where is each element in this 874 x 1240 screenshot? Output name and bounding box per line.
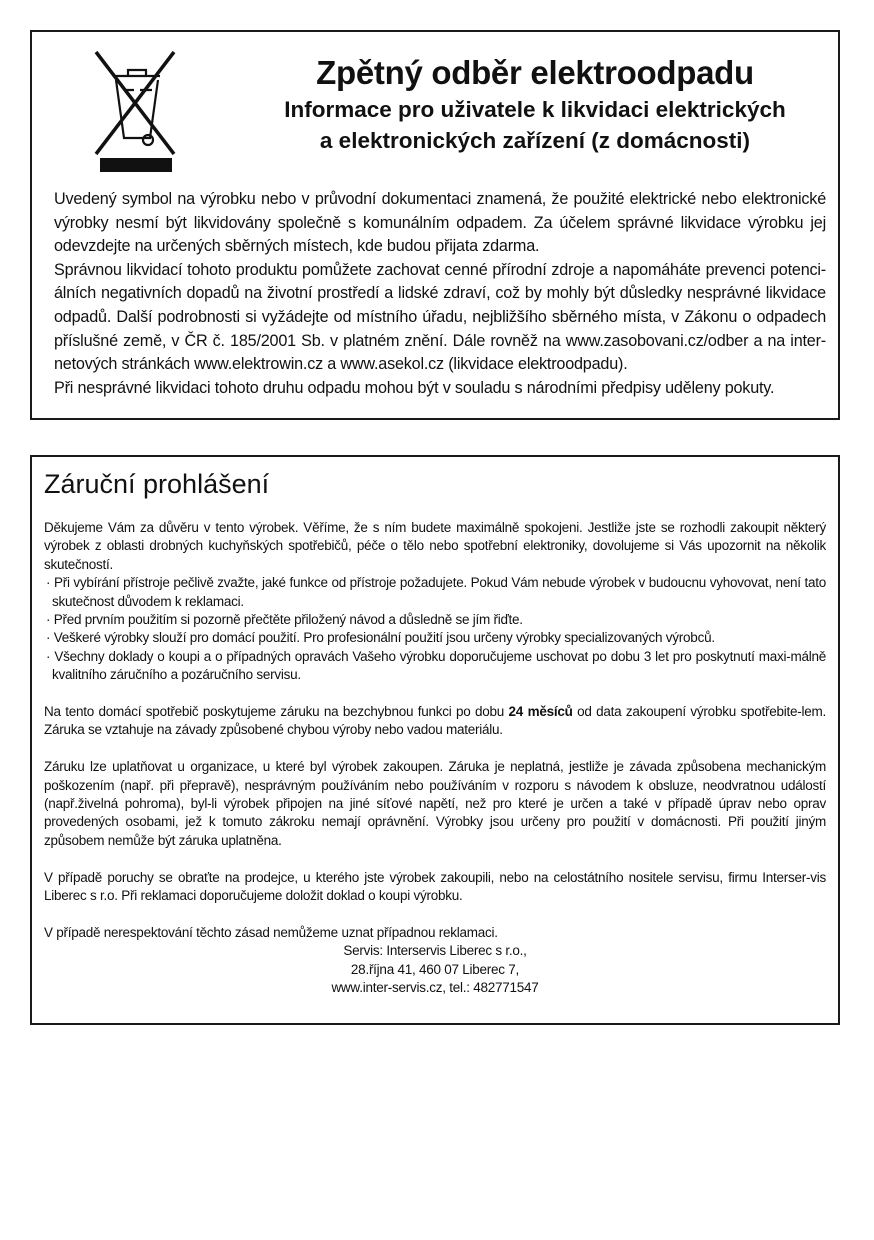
warranty-claim: Záruku lze uplatňovat u organizace, u které byl výrobek zakoupen. Záruka je neplatná, jestliže je závada způsobena mechanickým poškozením (např. při přepravě), nesprávným používáním nebo používáním v rozporu s návodem k obsluze, neodvratnou událostí (např.živelná pohroma), byl-li výrobek připojen na jiné síťové napětí, než pro které je určen a také v případě úprav nebo oprav provedených osobami, jež k tomuto zákroku nemají oprávnění. Výrobky jsou určeny pro použití v domácnosti. Při použití jiným způsobem nemůže být záruka uplatněna.	[44, 759, 826, 848]
waste-disposal-notice	[30, 30, 840, 420]
warranty-fault: V případě poruchy se obraťte na prodejce, u kterého jste výrobek zakoupili, nebo na celostátního nositele servisu, firmu Interser-vis Liberec s r.o. Při reklamaci doporučujeme doložit doklad o koupi výrobku.	[44, 869, 826, 904]
service-line1: Servis: Interservis Liberec s r.o.,	[343, 943, 527, 959]
guarantee-period: 24 měsíců	[508, 704, 573, 720]
warranty-bullet: · Všechny doklady o koupi a o případných opravách Vašeho výrobku doporučujeme uschovat po dobu 3 let pro poskytnutí maxi-málně kvalitního záručního a pozáručního servisu.	[46, 648, 826, 683]
warranty-body	[44, 519, 826, 998]
warranty-intro: Děkujeme Vám za důvěru v tento výrobek. Věříme, že s ním budete maximálně spokojeni. Jestliže jste se rozhodli zakoupit některý výrobek z oblasti drobných kuchyňských spotřebičů, péče o tělo nebo spotřební elektroniky, dovolujeme si Vás upozornit na několik skutečností.	[44, 520, 826, 572]
warranty-bullet: · Při vybírání přístroje pečlivě zvažte, jaké funkce od přístroje požadujete. Pokud Vám nebude výrobek v budoucnu vyhovovat, není tato skutečnost důvodem k reklamaci.	[46, 575, 826, 609]
waste-paragraph: Správnou likvidací tohoto produktu pomůžete zachovat cenné přírodní zdroje a napomáháte prevenci potenci-álních negativních dopadů na životní prostředí a lidské zdraví, což by mohly být důsledky nesprávné likvidace odpadů. Další podrobnosti si vyžádejte od místního úřadu, nejbližšího sběrného místa, v Zákonu o odpadech příslušné země, v ČR č. 185/2001 Sb. v platném znění. Dále rovněž na www.zasobovani.cz/odber a na inter-netových stránkách www.elektrowin.cz a www.asekol.cz (likvidace elektroodpadu).	[54, 260, 826, 374]
service-line3: www.inter-servis.cz, tel.: 482771547	[331, 980, 539, 996]
waste-paragraph: Uvedený symbol na výrobku nebo v průvodní dokumentaci znamená, že použité elektrické nebo elektronické výrobky nesmí být likvidovány společně s komunálním odpadem. Za účelem správné likvidace výrobku jej odevzdejte na určených sběrných místech, kde budou přijata zdarma.	[54, 190, 826, 256]
warranty-statement	[30, 455, 840, 1025]
service-line2: 28.října 41, 460 07 Liberec 7,	[350, 961, 520, 977]
warranty-title: Záruční prohlášení	[44, 469, 270, 499]
warranty-closing: V případě nerespektování těchto zásad nemůžeme uznat případnou reklamaci.	[44, 924, 498, 940]
waste-title: Zpětný odběr elektroodpadu	[316, 54, 754, 91]
crossed-out-wheelie-bin-icon	[94, 50, 176, 172]
waste-subtitle-line2: a elektronických zařízení (z domácnosti)	[319, 128, 751, 153]
warranty-bullet: · Před prvním použitím si pozorně přečtěte přiložený návod a důsledně se jím řiďte.	[46, 612, 523, 628]
waste-body	[54, 188, 826, 400]
warranty-guarantee	[44, 703, 826, 740]
guarantee-text-after: od data zakoupení výrobku spotřebite-lem. Záruka se vztahuje na závady způsobené chybou výroby nebo vadou materiálu.	[44, 704, 826, 738]
waste-paragraph: Při nesprávné likvidaci tohoto druhu odpadu mohou být v souladu s národními předpisy uděleny pokuty.	[54, 378, 775, 397]
waste-subtitle-line1: Informace pro uživatele k likvidaci elektrických	[284, 97, 786, 122]
waste-subtitle	[232, 94, 838, 156]
warranty-bullet: · Veškeré výrobky slouží pro domácí použití. Pro profesionální použití jsou určeny výrobky specializovaných výrobců.	[46, 630, 715, 646]
guarantee-text-before: Na tento domácí spotřebič poskytujeme záruku na bezchybnou funkci po dobu	[44, 704, 509, 720]
